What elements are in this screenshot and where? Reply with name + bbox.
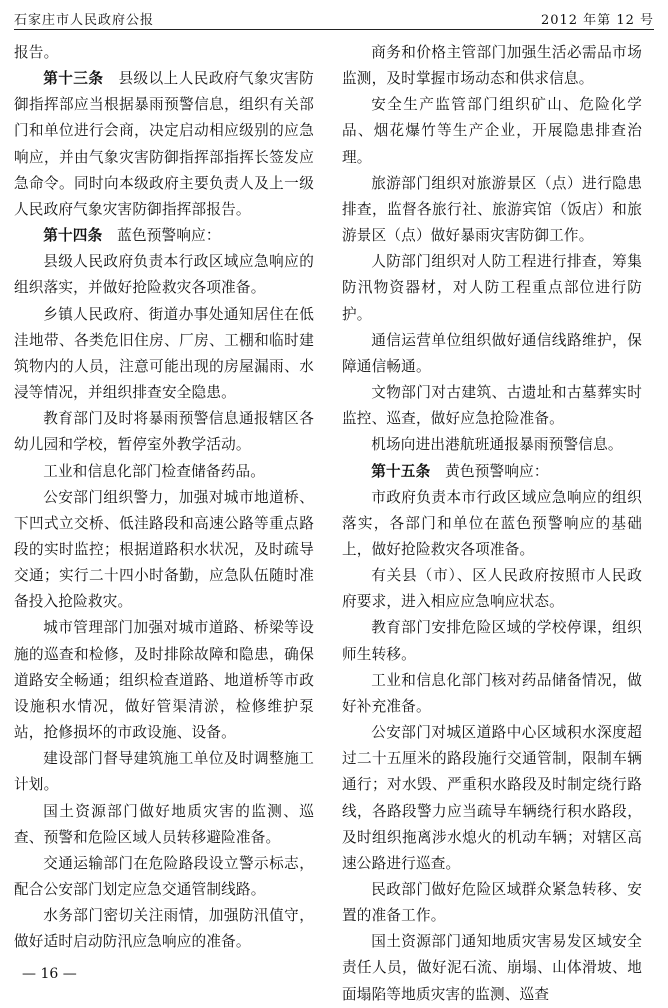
paragraph: 市政府负责本市行政区域应急响应的组织落实，各部门和单位在蓝色预警响应的基础上，做好抢险救灾各项准备。 xyxy=(342,488,642,558)
page-number: — 16 — xyxy=(22,966,77,982)
paragraph: 教育部门安排危险区域的学校停课，组织师生转移。 xyxy=(342,619,642,663)
paragraph: 城市管理部门加强对城市道路、桥梁等设施的巡查和检修，及时排除故障和隐患，确保道路安全畅通；组织检查道路、地道桥等市政设施积水情况，做好管渠清淤，检修维护泵站，抢修损坏的市政设施、设备。 xyxy=(14,619,314,742)
article-paragraph xyxy=(342,459,642,485)
paragraph: 乡镇人民政府、街道办事处通知居住在低洼地带、各类危旧住房、厂房、工棚和临时建筑物内的人员，注意可能出现的房屋漏雨、水浸等情况，并组织排查安全隐患。 xyxy=(14,305,314,402)
paragraph-continuation: 报告。 xyxy=(14,44,59,61)
article-label: 第十五条 xyxy=(371,462,431,480)
header-rule xyxy=(14,29,654,30)
article-paragraph xyxy=(14,223,314,249)
paragraph: 县级人民政府负责本行政区域应急响应的组织落实，并做好抢险救灾各项准备。 xyxy=(14,253,314,297)
article-paragraph xyxy=(14,66,314,223)
left-column xyxy=(14,40,314,955)
paragraph: 教育部门及时将暴雨预警信息通报辖区各幼儿园和学校，暂停室外教学活动。 xyxy=(14,410,314,454)
article-text: 蓝色预警响应： xyxy=(102,227,221,245)
paragraph: 有关县（市）、区人民政府按照市人民政府要求，进入相应应急响应状态。 xyxy=(342,567,642,611)
right-column xyxy=(342,40,642,1008)
paragraph: 国土资源部门做好地质灾害的监测、巡查、预警和危险区域人员转移避险准备。 xyxy=(14,802,314,846)
paragraph: 人防部门组织对人防工程进行排查，筹集防汛物资器材，对人防工程重点部位进行防护。 xyxy=(342,253,642,323)
paragraph: 安全生产监管部门组织矿山、危险化学品、烟花爆竹等生产企业，开展隐患排查治理。 xyxy=(342,96,642,166)
issue-number: 2012 年第 12 号 xyxy=(540,13,654,28)
paragraph: 公安部门对城区道路中心区域积水深度超过二十五厘米的路段施行交通管制，限制车辆通行；对水毁、严重积水路段及时制定绕行路线，各路段警力应当疏导车辆绕行积水路段，及时组织拖离涉水熄火的机动车辆；对辖区高速公路进行巡查。 xyxy=(342,724,642,872)
paragraph: 工业和信息化部门核对药品储备情况，做好补充准备。 xyxy=(342,671,642,715)
article-label: 第十四条 xyxy=(43,227,103,245)
paragraph: 机场向进出港航班通报暴雨预警信息。 xyxy=(371,436,623,454)
article-text: 县级以上人民政府气象灾害防御指挥部应当根据暴雨预警信息，组织有关部门和单位进行会商，决定启动相应级别的应急响应，并由气象灾害防御指挥部指挥长签发应急命令。同时向本级政府主要负责人及上一级人民政府气象灾害防御指挥部报告。 xyxy=(14,70,314,218)
paragraph: 公安部门组织警力，加强对城市地道桥、下凹式立交桥、低洼路段和高速公路等重点路段的实时监控；根据道路积水状况，及时疏导交通；实行二十四小时备勤，应急队伍随时准备投入抢险救灾。 xyxy=(14,488,314,611)
paragraph: 民政部门做好危险区域群众紧急转移、安置的准备工作。 xyxy=(342,881,642,925)
paragraph: 工业和信息化部门检查储备药品。 xyxy=(43,462,266,480)
paragraph: 通信运营单位组织做好通信线路维护，保障通信畅通。 xyxy=(342,331,642,375)
article-text: 黄色预警响应： xyxy=(430,462,549,480)
paragraph: 国土资源部门通知地质灾害易发区域安全责任人员，做好泥石流、崩塌、山体滑坡、地面塌陷等地质灾害的监测、巡查 xyxy=(342,933,642,1003)
paragraph: 建设部门督导建筑施工单位及时调整施工计划。 xyxy=(14,750,314,794)
paragraph: 交通运输部门在危险路段设立警示标志，配合公安部门划定应急交通管制线路。 xyxy=(14,854,314,898)
paragraph: 水务部门密切关注雨情，加强防汛值守，做好适时启动防汛应急响应的准备。 xyxy=(14,907,314,951)
paragraph: 商务和价格主管部门加强生活必需品市场监测，及时掌握市场动态和供求信息。 xyxy=(342,44,642,88)
running-header xyxy=(14,9,654,27)
article-label: 第十三条 xyxy=(43,70,104,88)
paragraph: 文物部门对古建筑、古遗址和古墓葬实时监控、巡查，做好应急抢险准备。 xyxy=(342,384,642,428)
publication-title: 石家庄市人民政府公报 xyxy=(14,13,155,28)
paragraph: 旅游部门组织对旅游景区（点）进行隐患排查，监督各旅行社、旅游宾馆（饭店）和旅游景区（点）做好暴雨灾害防御工作。 xyxy=(342,174,642,245)
